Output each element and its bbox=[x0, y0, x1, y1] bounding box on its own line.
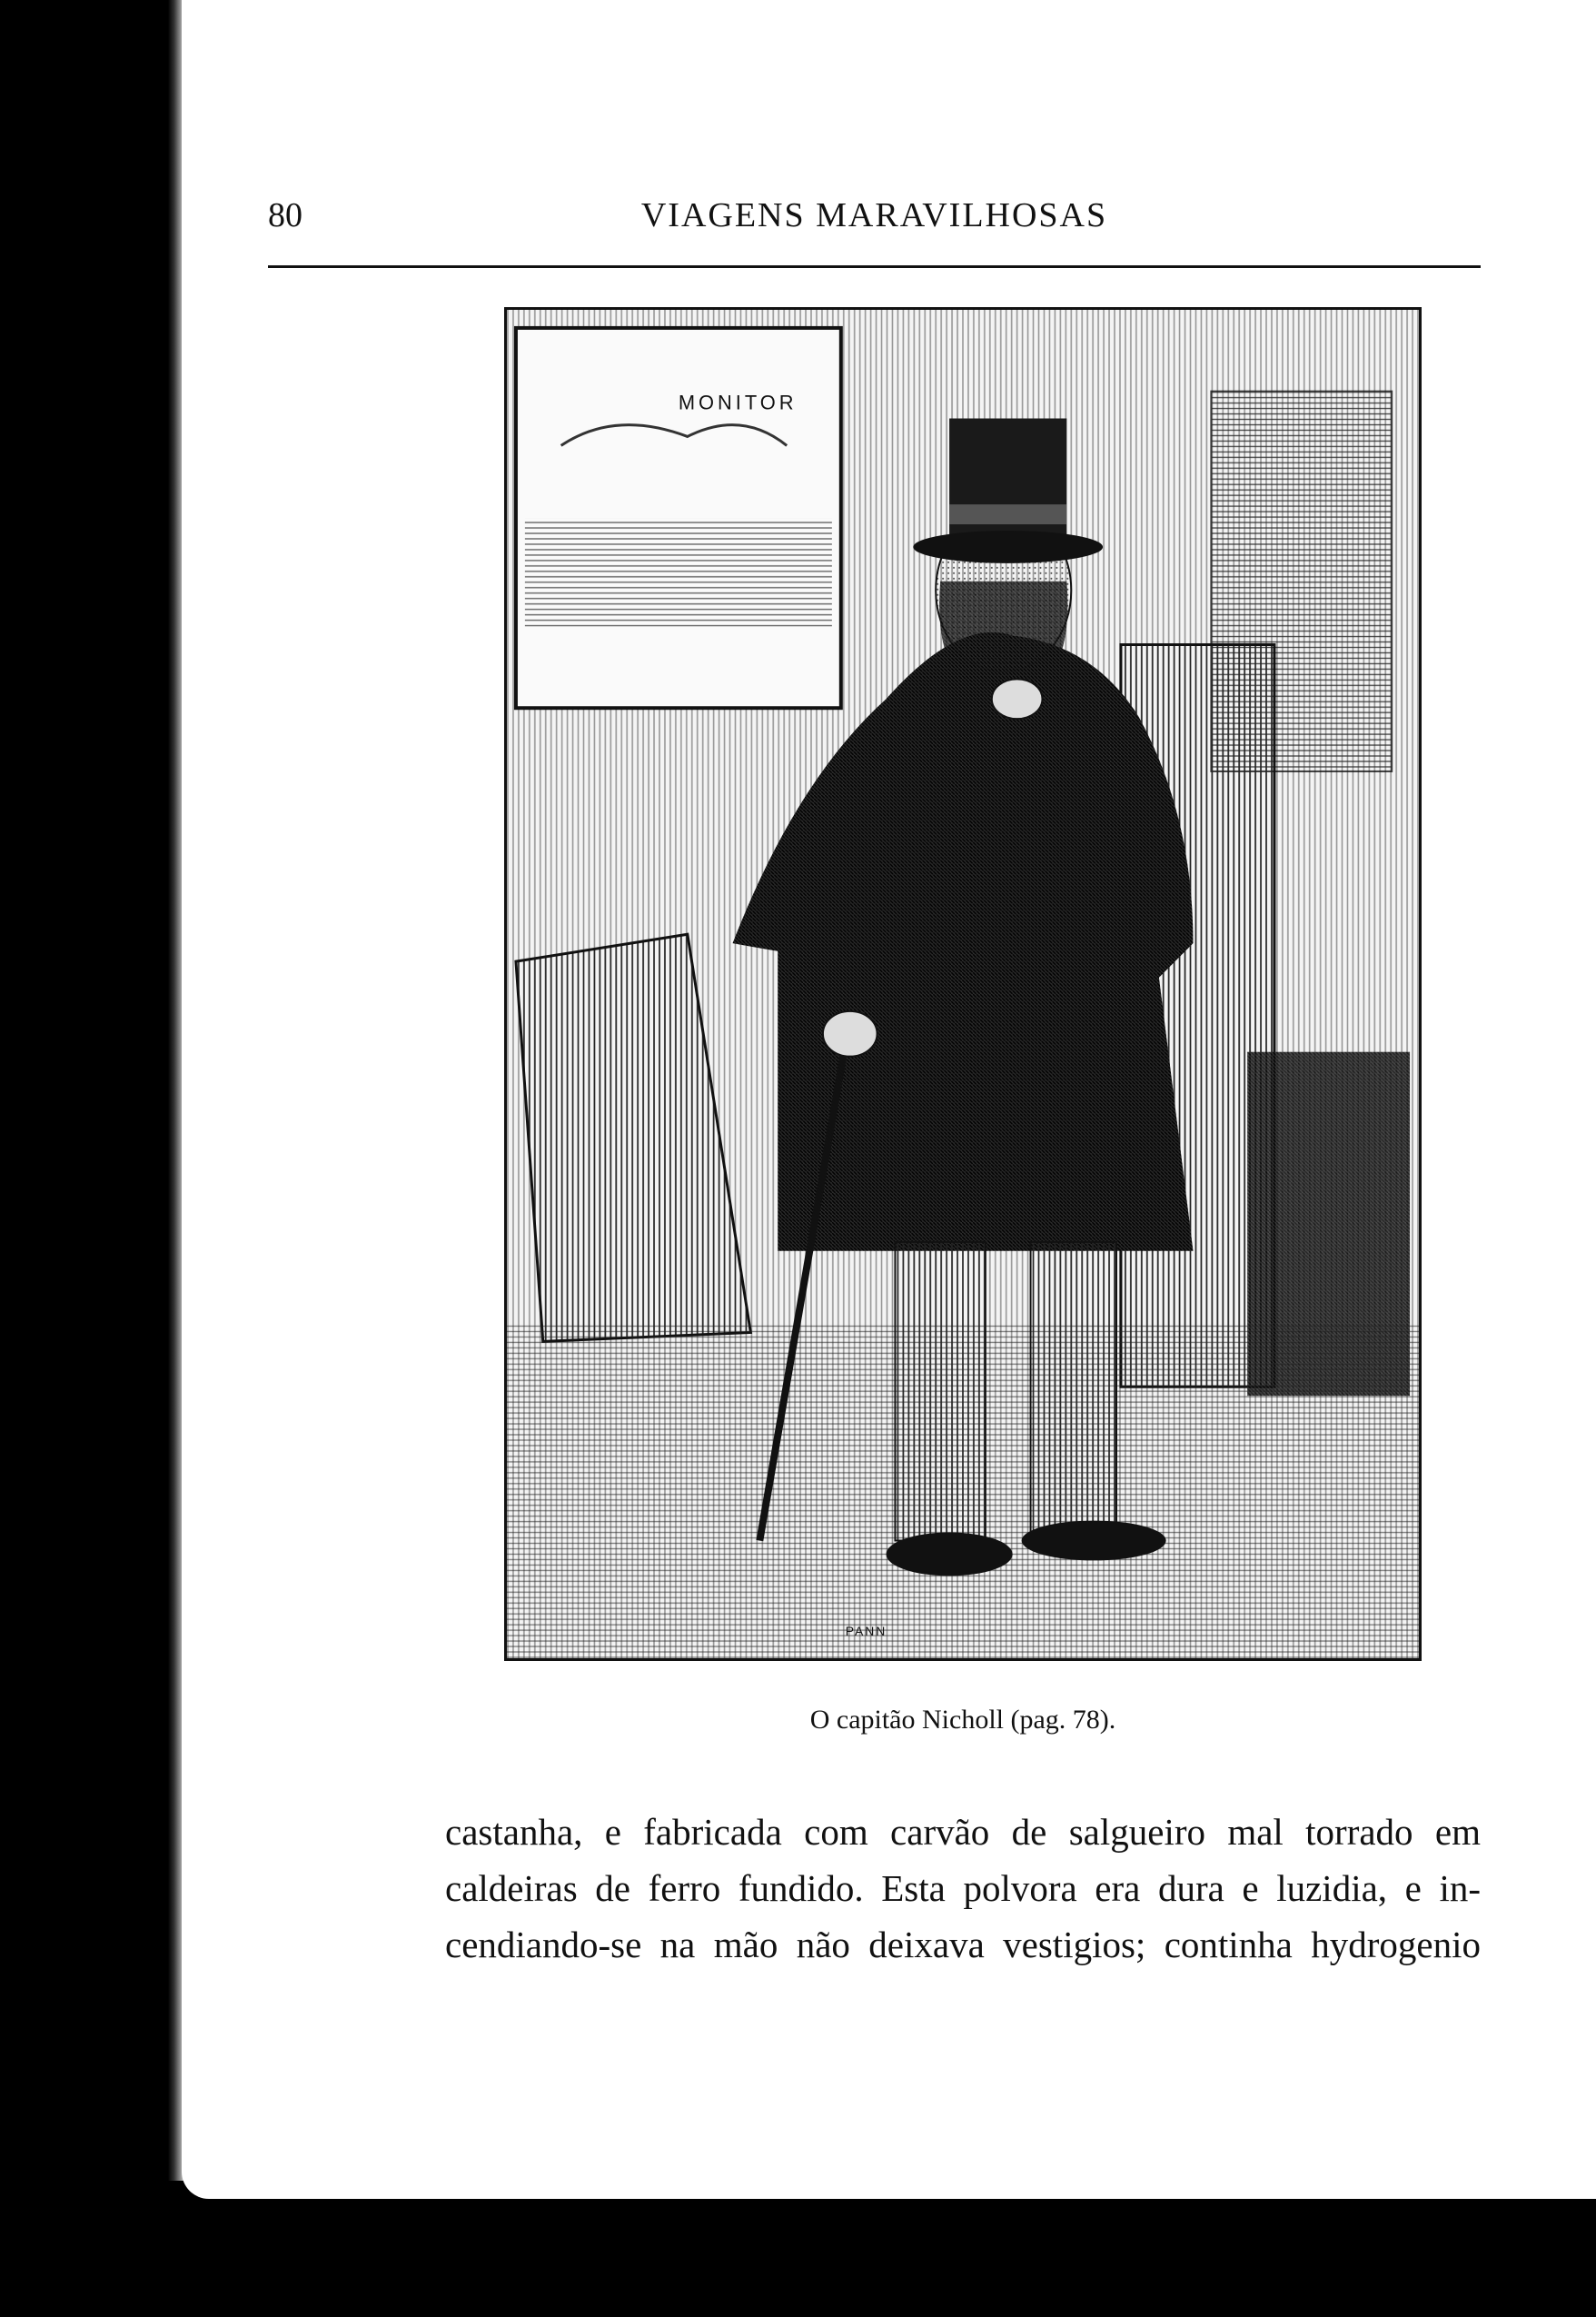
running-title: VIAGENS MARAVILHOSAS bbox=[640, 196, 1108, 234]
figure-shoe-left bbox=[887, 1533, 1013, 1576]
body-line: caldeiras de ferro fundido. Esta polvora era dura e luzidia, e in- bbox=[445, 1867, 1481, 1909]
body-line: castanha, e fabricada com carvão de salgueiro mal torrado em bbox=[445, 1811, 1481, 1853]
page-number: 80 bbox=[268, 196, 302, 234]
poster-sign-text: MONITOR bbox=[678, 391, 798, 414]
figure-coat bbox=[778, 943, 1193, 1251]
engraving-illustration bbox=[504, 307, 1422, 1661]
page-header bbox=[268, 195, 1481, 250]
poster-ship bbox=[525, 518, 832, 627]
body-line: cendiando-se na mão não deixava vestigios; continha hydrogenio bbox=[445, 1924, 1481, 1965]
engraving-drawing bbox=[507, 310, 1419, 1658]
engraver-signature: PANN bbox=[845, 1624, 887, 1639]
figure-hand-chin bbox=[992, 679, 1043, 719]
body-paragraph bbox=[445, 1804, 1481, 1973]
figure-hat-band bbox=[949, 504, 1066, 524]
illustration-caption: O capitão Nicholl (pag. 78). bbox=[809, 1705, 1116, 1735]
poster-frame bbox=[516, 328, 841, 708]
figure-top-hat bbox=[949, 419, 1066, 545]
header-rule bbox=[268, 265, 1481, 268]
figure-hand-cane bbox=[823, 1011, 877, 1057]
figure-shoe-right bbox=[1022, 1521, 1166, 1561]
figure-hat-brim bbox=[913, 531, 1103, 563]
figure-leg-right bbox=[1031, 1242, 1116, 1532]
figure-leg-left bbox=[895, 1242, 985, 1541]
